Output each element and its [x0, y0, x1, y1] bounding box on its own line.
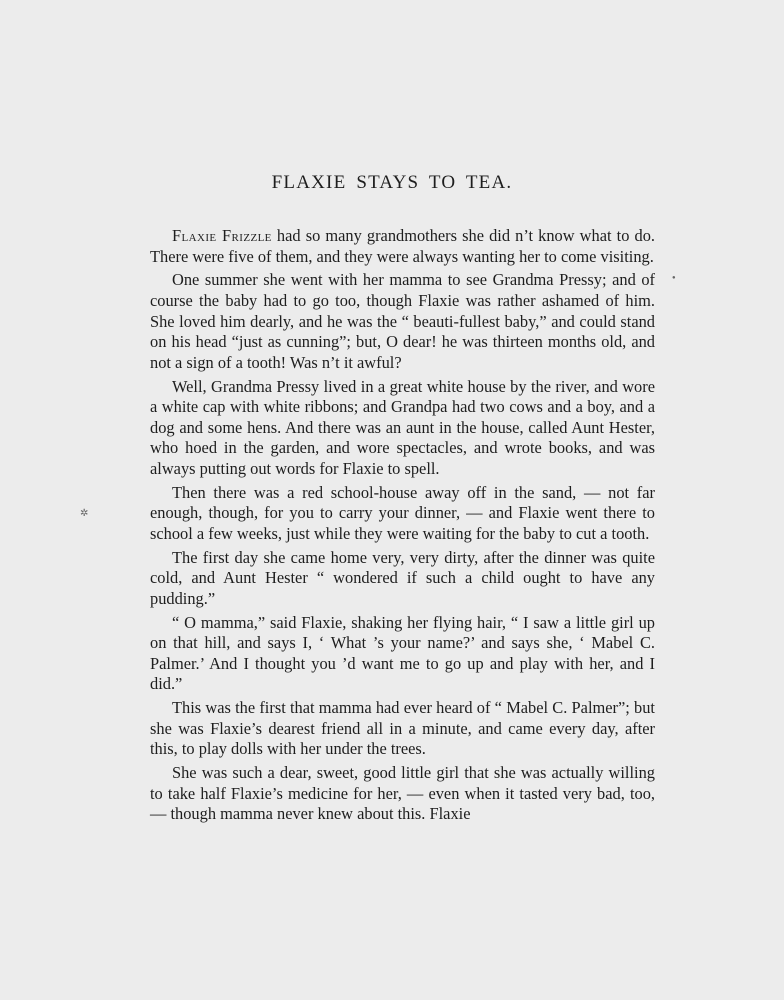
paragraph-8: She was such a dear, sweet, good little girl that she was actually willing to take half Flaxie’s medicine for her, — even when it tasted very bad, too, — though mamma never knew about this. Flaxie — [150, 763, 655, 824]
paragraph-4: Then there was a red school-house away off in the sand, — not far enough, though, for you to carry your dinner, — and Flaxie went there to school a few weeks, just while they were waiting for the baby to cut a tooth. — [150, 482, 655, 543]
paragraph-text: had so many grandmothers she did n’t know what to do. There were five of them, and they were always wanting her to come visiting. — [150, 226, 655, 266]
page-speck-mark: ● — [672, 275, 676, 281]
chapter-title: FLAXIE STAYS TO TEA. — [271, 172, 513, 193]
paragraph-3: Well, Grandma Pressy lived in a great white house by the river, and wore a white cap with white ribbons; and Grandpa had two cows and a boy, and a dog and some hens. And there was an aunt in the house, called Aunt Hester, who hoed in the garden, and wore spectacles, and wrote books, and was always putting out words for Flaxie to spell. — [150, 376, 655, 478]
paragraph-5: The first day she came home very, very dirty, after the dinner was quite cold, and Aunt Hester “ wondered if such a child ought to have any pudding.” — [150, 547, 655, 608]
paragraph-6: “ O mamma,” said Flaxie, shaking her flying hair, “ I saw a little girl up on that hill, and says I, ‘ What ’s your name?’ and says she, ‘ Mabel C. Palmer.’ And I thought you ’d want me to go up and play with her, and I did.” — [150, 612, 655, 694]
paragraph-7: This was the first that mamma had ever heard of “ Mabel C. Palmer”; but she was Flaxie’s dearest friend all in a minute, and came every day, after this, to play dolls with her under the trees. — [150, 698, 655, 759]
chapter-body — [150, 226, 655, 828]
paragraph-2: One summer she went with her mamma to see Grandma Pressy; and of course the baby had to go too, though Flaxie was rather ashamed of him. She loved him dearly, and he was the “ beauti-fullest baby,” and could stand on his head “just as cunning”; but, O dear! he was thirteen months old, and not a sign of a tooth! Was n’t it awful? — [150, 270, 655, 372]
opening-name: Flaxie Frizzle — [172, 226, 272, 245]
page-ink-blot: ✲ — [80, 508, 89, 519]
paragraph-1 — [150, 226, 655, 267]
